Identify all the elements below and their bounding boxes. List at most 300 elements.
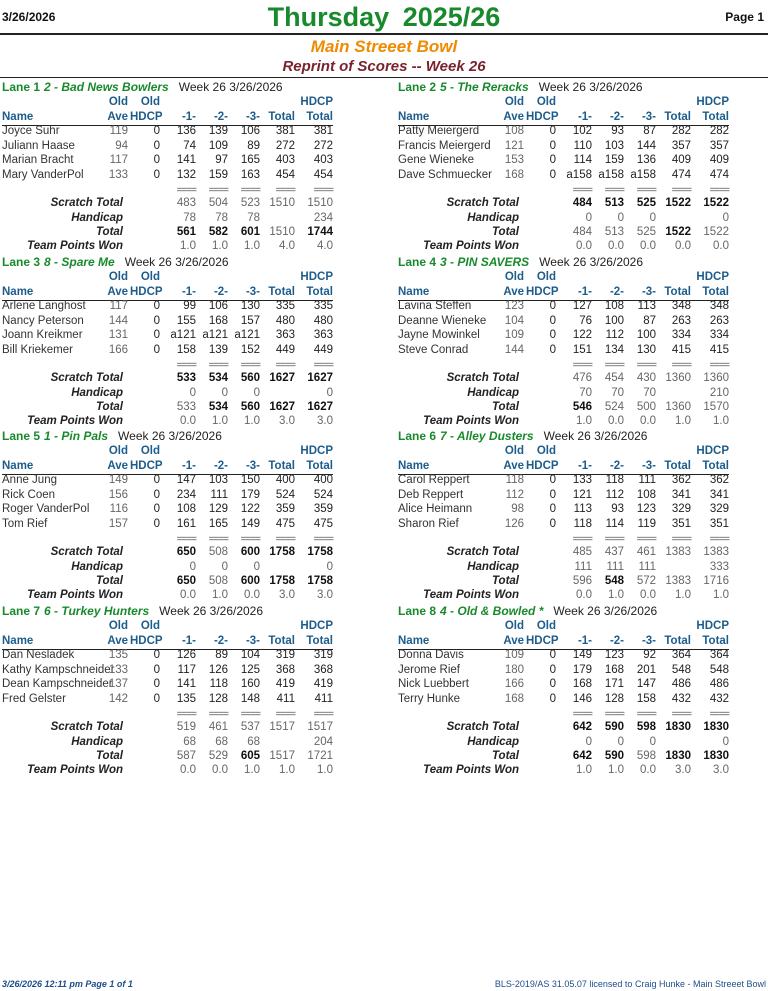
player-name: Terry Hunke [398, 692, 460, 705]
col-header-name: Name [398, 635, 430, 647]
player-name: Patty Meiergerd [398, 125, 480, 137]
player-ave: 153 [504, 154, 524, 166]
col-header-game-1: -1- [181, 460, 196, 472]
player-g3: 149 [240, 517, 260, 530]
col-header-total: Total [664, 111, 691, 123]
team-points-won-g2: 1.0 [212, 240, 228, 252]
player-hdcp: 0 [153, 649, 160, 661]
col-header-ave: Ave [503, 286, 524, 298]
total-g1: 650 [176, 575, 196, 587]
player-g1: 141 [176, 678, 196, 690]
total-g3: 598 [636, 750, 656, 762]
separator: ==== [671, 534, 691, 545]
separator: ==== [313, 360, 333, 371]
player-name: Francis Meiergerd [398, 139, 491, 152]
player-g2: 171 [604, 678, 624, 690]
player-name: Steve Conrad [398, 343, 469, 356]
player-ave: 116 [109, 503, 128, 515]
player-hdcpt: 362 [709, 474, 729, 486]
total-g2: 590 [604, 750, 624, 762]
report-title: Thursday 2025/26 [267, 2, 501, 32]
player-g2: 128 [604, 692, 624, 705]
col-header-game-2: -2- [609, 111, 624, 123]
col-header-game-1: -1- [577, 111, 592, 123]
handicap-label: Handicap [71, 736, 123, 748]
player-name: Jerome Rief [398, 663, 460, 676]
handicap-total [658, 211, 691, 226]
team-points-won-g2: 0.0 [608, 240, 624, 252]
scratch-total-hdcpt: 1758 [307, 546, 333, 558]
team-points-won-g3: 0.0 [640, 764, 656, 776]
player-g3: 106 [240, 125, 260, 137]
player-hdcp: 0 [549, 474, 556, 486]
col-header-hdcp-total: Total [702, 635, 729, 647]
lane-number: Lane 7 [2, 604, 41, 618]
col-header-hdcp: HDCP [526, 635, 559, 647]
footer-license: BLS-2019/AS 31.05.07 licensed to Craig Hunke - Main Streeet Bowl [494, 979, 766, 989]
player-g1: 155 [176, 314, 196, 327]
player-total: 454 [275, 168, 295, 181]
week-info: Week 26 3/26/2026 [118, 429, 222, 443]
player-g1: 168 [572, 678, 592, 690]
total-g3: 500 [636, 401, 656, 413]
header-rule-2 [0, 77, 768, 78]
team-points-won-label: Team Points Won [423, 589, 519, 601]
player-hdcpt: 363 [313, 329, 333, 341]
player-name: Sharon Rief [398, 517, 459, 530]
player-g3: 119 [637, 517, 656, 530]
col-header-ave: Ave [107, 286, 128, 298]
col-header-hdcp-total: HDCP [300, 96, 333, 108]
handicap-g1: 0 [585, 736, 592, 748]
scratch-total-g2: 534 [208, 372, 228, 384]
player-hdcp: 0 [153, 663, 160, 676]
col-header-hdcp: HDCP [526, 460, 559, 472]
player-name: Joyce Suhr [2, 125, 60, 137]
scratch-total-g2: 504 [208, 197, 228, 209]
col-header-name: Name [2, 460, 34, 472]
handicap-g2: 0 [617, 212, 624, 224]
team-points-won-label: Team Points Won [423, 415, 519, 427]
col-header-hdcp-total: HDCP [300, 271, 333, 283]
player-name: Jayne Mowinkel [398, 329, 480, 341]
player-hdcp: 0 [549, 649, 556, 661]
separator: ==== [671, 709, 691, 720]
col-header-total: Total [664, 635, 691, 647]
separator: ==== [208, 709, 228, 720]
player-hdcpt: 282 [709, 125, 729, 137]
total-g3: 600 [240, 575, 260, 587]
player-g3: 100 [636, 329, 656, 341]
lane-header [2, 255, 229, 270]
player-total: 409 [671, 154, 691, 166]
handicap-g3: 70 [643, 387, 656, 399]
player-total: 335 [275, 300, 295, 312]
total-g2: 548 [604, 575, 624, 587]
player-total: 524 [275, 488, 295, 501]
player-name: Deanne Wieneke [398, 314, 487, 327]
player-ave: 157 [108, 517, 128, 530]
player-hdcpt: 486 [709, 678, 729, 690]
separator: ==== [671, 185, 691, 196]
lane-number: Lane 3 [2, 255, 41, 269]
col-header-old: Old [504, 96, 524, 108]
player-name: Roger VanderPol [2, 503, 90, 515]
footer-timestamp: 3/26/2026 12:11 pm Page 1 of 1 [2, 979, 133, 989]
player-hdcpt: 368 [313, 663, 333, 676]
lane-block [2, 255, 384, 430]
player-g3: 147 [636, 678, 656, 690]
player-hdcp: 0 [153, 168, 160, 181]
total-g2: 534 [208, 401, 228, 413]
col-header-hdcp-total: HDCP [696, 271, 729, 283]
handicap-hdcpt: 0 [722, 736, 729, 748]
handicap-g3: 78 [247, 212, 260, 224]
col-header-hdcp-total: Total [306, 460, 333, 472]
col-header-ave: Ave [503, 635, 524, 647]
team-points-won-g3: 1.0 [244, 415, 260, 427]
player-ave: 119 [109, 125, 128, 137]
separator: ==== [572, 534, 592, 545]
col-header-old: Old [536, 620, 556, 632]
total-hdcpt: 1744 [307, 226, 333, 238]
col-header-hdcp-total: HDCP [300, 445, 333, 457]
player-g1: a158 [566, 168, 592, 181]
total-label: Total [95, 401, 123, 413]
col-header-hdcp-total: Total [702, 111, 729, 123]
col-header-old: Old [140, 271, 160, 283]
col-header-hdcp-total: HDCP [300, 620, 333, 632]
col-header-game-3: -3- [245, 460, 260, 472]
player-g3: a121 [234, 329, 260, 341]
col-header-hdcp: HDCP [130, 286, 163, 298]
team-points-won-g2: 0.0 [608, 415, 624, 427]
player-g3: 165 [240, 154, 260, 166]
player-hdcp: 0 [549, 168, 556, 181]
handicap-g3: 111 [638, 561, 656, 573]
scratch-total-g3: 537 [240, 721, 260, 733]
player-hdcp: 0 [549, 329, 556, 341]
player-g1: 161 [176, 517, 196, 530]
player-ave: 117 [109, 300, 128, 312]
player-hdcpt: 319 [313, 649, 333, 661]
player-hdcp: 0 [549, 139, 556, 152]
player-g3: 104 [240, 649, 260, 661]
player-hdcpt: 411 [314, 692, 333, 705]
player-g2: 112 [605, 329, 624, 341]
total-hdcpt: 1522 [703, 226, 729, 238]
team-points-won-g1: 0.0 [576, 589, 592, 601]
player-g1: 135 [176, 692, 196, 705]
player-name: Lavina Steffen [398, 300, 472, 312]
player-ave: 166 [504, 678, 524, 690]
handicap-total [262, 211, 295, 226]
handicap-total [658, 386, 691, 401]
player-name: Dave Schmuecker [398, 168, 492, 181]
player-ave: 117 [109, 154, 128, 166]
handicap-hdcpt: 333 [709, 561, 729, 573]
week-info: Week 26 3/26/2026 [159, 604, 264, 618]
player-name: Deb Reppert [398, 488, 464, 501]
col-header-old: Old [108, 271, 128, 283]
player-g3: 158 [636, 692, 656, 705]
col-header-hdcp-total: HDCP [696, 620, 729, 632]
player-g1: 76 [579, 314, 592, 327]
team-points-won-total: 1.0 [279, 764, 295, 776]
separator: ==== [636, 709, 656, 720]
separator: ==== [176, 185, 196, 196]
separator: ==== [604, 185, 624, 196]
team-points-won-total: 1.0 [675, 415, 691, 427]
player-g1: 127 [572, 300, 592, 312]
separator: ==== [709, 709, 729, 720]
team-points-won-hdcpt: 3.0 [317, 589, 333, 601]
separator: ==== [572, 360, 592, 371]
player-g3: 148 [240, 692, 260, 705]
separator: ==== [275, 360, 295, 371]
player-hdcpt: 381 [313, 125, 333, 137]
separator: ==== [275, 185, 295, 196]
team-points-won-hdcpt: 3.0 [713, 764, 729, 776]
scratch-total-g1: 642 [572, 721, 592, 733]
col-header-total: Total [268, 286, 295, 298]
col-header-game-2: -2- [213, 286, 228, 298]
team-points-won-g2: 1.0 [212, 589, 228, 601]
team-points-won-g1: 0.0 [180, 764, 196, 776]
player-g2: 93 [611, 125, 624, 137]
team-points-won-hdcpt: 3.0 [317, 415, 333, 427]
team-points-won-g1: 0.0 [180, 589, 196, 601]
scratch-total-total: 1383 [665, 546, 691, 558]
player-name: Arlene Langhost [2, 300, 86, 312]
col-header-old: Old [140, 96, 160, 108]
col-header-hdcp: HDCP [130, 111, 163, 123]
lane-header [2, 604, 263, 619]
team-points-won-g1: 1.0 [576, 415, 592, 427]
lane-header [398, 80, 643, 95]
handicap-g1: 0 [189, 387, 196, 399]
separator: ==== [240, 534, 260, 545]
handicap-total [658, 735, 691, 750]
separator: ==== [709, 534, 729, 545]
team-points-won-g2: 1.0 [608, 764, 624, 776]
handicap-g2: 0 [221, 387, 228, 399]
team-points-won-label: Team Points Won [27, 764, 123, 776]
player-name: Rick Coen [2, 488, 56, 501]
separator: ==== [636, 534, 656, 545]
player-g2: 106 [208, 300, 228, 312]
player-name: Nancy Peterson [2, 314, 84, 327]
scratch-total-total: 1830 [665, 721, 691, 733]
player-hdcp: 0 [153, 678, 160, 690]
handicap-g1: 70 [579, 387, 592, 399]
total-g3: 525 [636, 226, 656, 238]
team-points-won-hdcpt: 1.0 [317, 764, 333, 776]
handicap-g2: 70 [611, 387, 624, 399]
lane-block [398, 604, 768, 779]
total-g1: 587 [176, 750, 196, 762]
player-g2: 129 [208, 503, 228, 515]
team-points-won-g2: 1.0 [212, 415, 228, 427]
player-g2: 159 [604, 154, 624, 166]
team-points-won-total: 1.0 [675, 589, 691, 601]
lane-block [398, 80, 768, 255]
separator: ==== [208, 534, 228, 545]
separator: ==== [604, 534, 624, 545]
separator: ==== [572, 185, 592, 196]
player-g1: 114 [573, 154, 592, 166]
total-total: 1830 [665, 750, 691, 762]
handicap-g2: 68 [215, 736, 228, 748]
player-hdcpt: 364 [709, 649, 729, 661]
player-g3: 163 [240, 168, 260, 181]
col-header-game-3: -3- [641, 111, 656, 123]
player-ave: 149 [108, 474, 128, 486]
player-ave: 168 [504, 168, 524, 181]
player-ave: 180 [504, 663, 524, 676]
player-g2: 112 [605, 488, 624, 501]
player-g2: 118 [605, 474, 624, 486]
player-ave: 135 [108, 649, 128, 661]
player-hdcpt: 400 [313, 474, 333, 486]
player-g1: 126 [176, 649, 196, 661]
total-label: Total [491, 575, 519, 587]
scratch-total-g2: 590 [604, 721, 624, 733]
player-ave: 144 [108, 314, 128, 327]
total-label: Total [491, 401, 519, 413]
total-g1: 642 [572, 750, 592, 762]
player-g2: 139 [208, 125, 228, 137]
total-g2: 524 [604, 401, 624, 413]
team-points-won-total: 3.0 [279, 415, 295, 427]
col-header-old: Old [108, 620, 128, 632]
player-g1: 117 [177, 663, 196, 676]
team-points-won-g2: 0.0 [212, 764, 228, 776]
scratch-total-g2: 461 [208, 721, 228, 733]
player-total: 415 [671, 343, 691, 356]
separator: ==== [176, 534, 196, 545]
player-hdcpt: 475 [313, 517, 333, 530]
player-g2: 159 [208, 168, 228, 181]
player-g3: 87 [643, 125, 656, 137]
player-total: 411 [276, 692, 295, 705]
separator: ==== [240, 360, 260, 371]
col-header-game-2: -2- [213, 635, 228, 647]
col-header-game-1: -1- [181, 286, 196, 298]
separator: ==== [313, 709, 333, 720]
team-name: 2 - Bad News Bowlers [44, 80, 169, 94]
handicap-hdcpt: 0 [326, 387, 333, 399]
center-name: Main Streeet Bowl [310, 37, 458, 56]
handicap-hdcpt: 204 [313, 736, 333, 748]
scratch-total-total: 1510 [269, 197, 295, 209]
team-name: 8 - Spare Me [44, 255, 115, 269]
team-points-won-total: 0.0 [675, 240, 691, 252]
total-hdcpt: 1830 [703, 750, 729, 762]
player-total: 362 [671, 474, 691, 486]
total-total: 1758 [269, 575, 295, 587]
col-header-total: Total [664, 460, 691, 472]
col-header-hdcp-total: Total [702, 460, 729, 472]
player-total: 348 [671, 300, 691, 312]
col-header-old: Old [504, 271, 524, 283]
scratch-total-g3: 430 [636, 372, 656, 384]
player-name: Joann Kreikmer [2, 329, 83, 341]
team-name: 1 - Pin Pals [44, 429, 109, 443]
col-header-game-2: -2- [213, 460, 228, 472]
team-points-won-g3: 0.0 [640, 589, 656, 601]
lane-block [398, 255, 768, 430]
separator: ==== [671, 360, 691, 371]
team-points-won-g3: 1.0 [244, 764, 260, 776]
handicap-label: Handicap [71, 561, 123, 573]
player-g3: 160 [240, 678, 260, 690]
handicap-g1: 68 [183, 736, 196, 748]
lane-header [398, 255, 643, 270]
player-g2: 97 [215, 154, 228, 166]
total-label: Total [95, 226, 123, 238]
handicap-hdcpt: 0 [722, 212, 729, 224]
player-g1: 141 [176, 154, 196, 166]
col-header-old: Old [536, 271, 556, 283]
team-points-won-g1: 0.0 [180, 415, 196, 427]
player-ave: 109 [504, 649, 524, 661]
player-hdcp: 0 [549, 154, 556, 166]
handicap-g1: 78 [183, 212, 196, 224]
player-g2: 108 [604, 300, 624, 312]
player-hdcpt: 474 [709, 168, 729, 181]
player-name: Dean Kampschneider [2, 678, 113, 690]
player-g2: 139 [208, 343, 228, 356]
separator: ==== [636, 360, 656, 371]
col-header-total: Total [664, 286, 691, 298]
player-ave: 131 [108, 329, 128, 341]
player-g1: 102 [572, 125, 592, 137]
handicap-total [658, 560, 691, 575]
player-hdcp: 0 [549, 314, 556, 327]
scratch-total-hdcpt: 1522 [703, 197, 729, 209]
lane-number: Lane 6 [398, 429, 437, 443]
col-header-old: Old [536, 96, 556, 108]
player-g1: 234 [176, 488, 196, 501]
player-hdcp: 0 [549, 517, 556, 530]
total-g1: 533 [176, 401, 196, 413]
player-g1: 151 [572, 343, 592, 356]
team-points-won-total: 4.0 [279, 240, 295, 252]
player-g3: 130 [636, 343, 656, 356]
separator: ==== [240, 709, 260, 720]
player-name: Tom Rief [2, 517, 48, 530]
week-info: Week 26 3/26/2026 [178, 80, 283, 94]
separator: ==== [176, 360, 196, 371]
scratch-total-g3: 560 [240, 372, 260, 384]
separator: ==== [208, 360, 228, 371]
col-header-game-2: -2- [609, 460, 624, 472]
player-g3: 122 [240, 503, 260, 515]
total-g2: 508 [208, 575, 228, 587]
total-label: Total [95, 575, 123, 587]
team-points-won-hdcpt: 1.0 [713, 415, 729, 427]
player-total: 363 [275, 329, 295, 341]
separator: ==== [176, 709, 196, 720]
player-name: Gene Wieneke [398, 154, 475, 166]
player-hdcp: 0 [153, 329, 160, 341]
player-g3: 136 [636, 154, 656, 166]
lane-number: Lane 1 [2, 80, 41, 94]
player-g1: 147 [176, 474, 196, 486]
player-ave: 98 [511, 503, 524, 515]
scratch-total-g1: 485 [572, 546, 592, 558]
